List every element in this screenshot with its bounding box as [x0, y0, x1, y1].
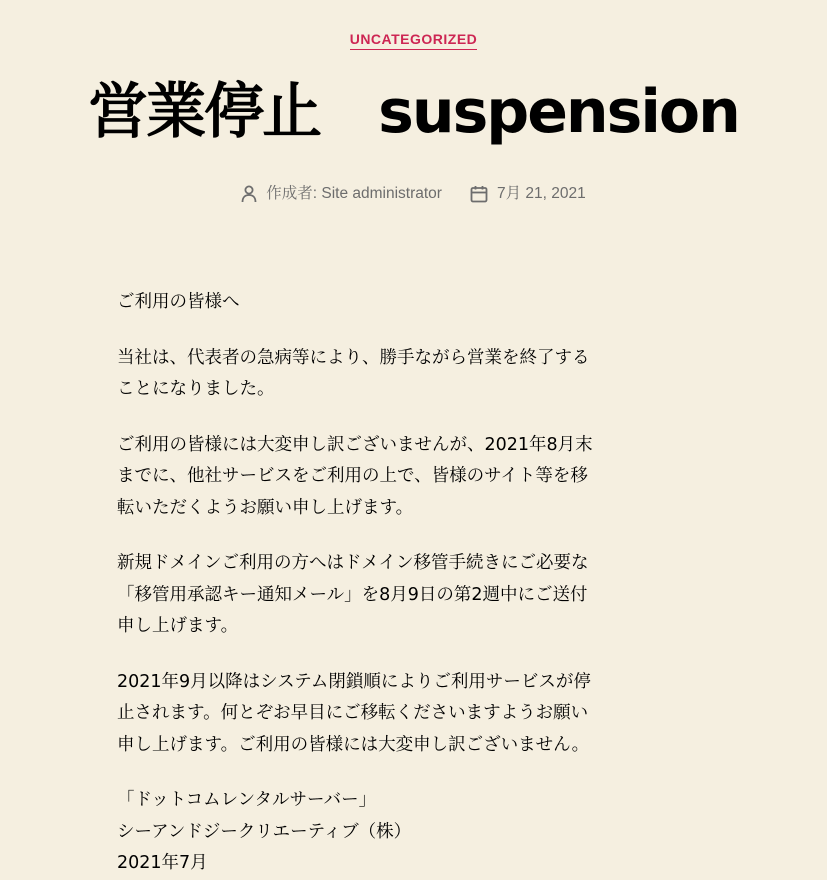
greeting-paragraph: ご利用の皆様へ: [117, 292, 240, 312]
entry-categories: [0, 30, 827, 48]
migration-paragraph: ご利用の皆様には大変申し訳ございませんが、2021年8月末 までに、他社サービスをご利用の上で、皆様のサイト等を移 転いただくようお願い申し上げます。: [117, 434, 593, 518]
author-label: 作成者: Site administrator: [266, 185, 442, 202]
post-meta: [0, 183, 827, 205]
category-link[interactable]: UNCATEGORIZED: [350, 31, 478, 50]
post-date-text: 7月 21, 2021: [496, 185, 586, 202]
closure-paragraph: 当社は、代表者の急病等により、勝手ながら営業を終了する ことになりました。: [117, 347, 590, 399]
domain-transfer-paragraph: 新規ドメインご利用の方へはドメイン移管手続きにご必要な 「移管用承認キー通知メール」を8月9日の第2週中にご送付 申し上げます。: [117, 553, 589, 636]
shutdown-paragraph: 2021年9月以降はシステム閉鎖順によりご利用サービスが停 止されます。何とぞお早目にご移転くださいますようお願い 申し上げます。ご利用の皆様には大変申し訳ございません。: [117, 671, 591, 755]
user-icon: [241, 185, 257, 203]
signature: 「ドットコムレンタルサーバー」 シーアンドジークリエーティブ（株） 2021年7月: [117, 790, 412, 873]
entry-title: 営業停止 suspension: [88, 77, 739, 147]
entry-content: [117, 287, 697, 880]
post-date[interactable]: [470, 183, 586, 205]
calendar-icon: [470, 185, 488, 203]
post-author[interactable]: [241, 183, 442, 205]
